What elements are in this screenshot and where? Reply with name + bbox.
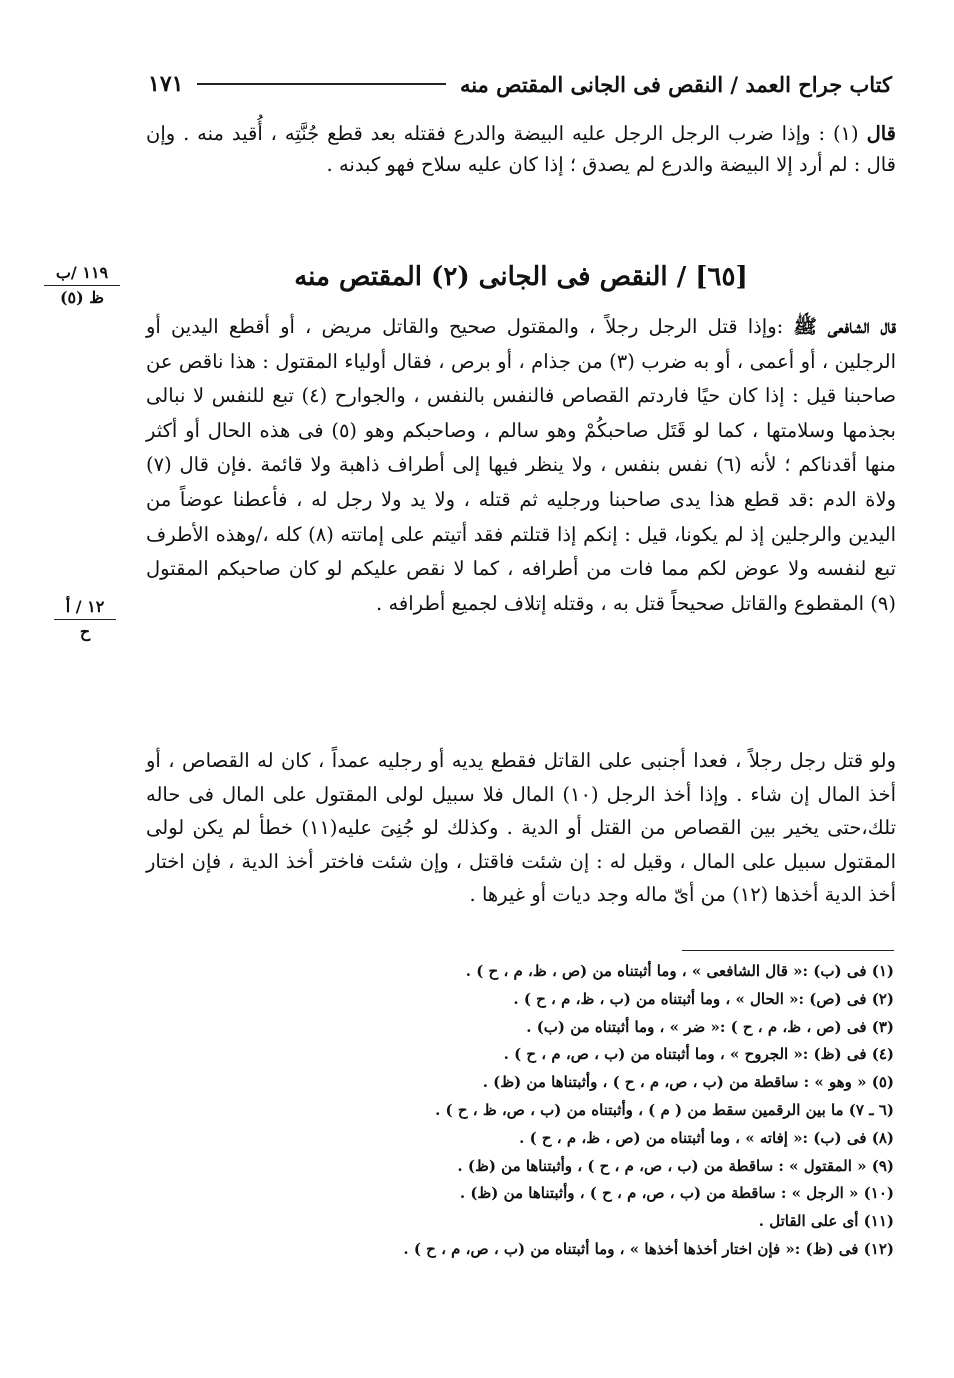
footnotes-list <box>300 958 894 1264</box>
intro-paragraph <box>146 118 896 180</box>
footnote: (٢) فى (ص) :« الحال » ، وما أثبتناه من (ب ، ظ، م ، ح ) . <box>513 989 894 1008</box>
footnote: (٦ ـ ٧) ما بين الرقمين سقط من ( م ) ، وأثبتناه من (ب ، ص، ظ ، ح ) . <box>435 1100 894 1119</box>
intro-text: (١) : وإذا ضرب الرجل الرجل عليه البيضة والدرع فقتله بعد قطع جُنَّتِه ، أُقيد منه . وإن قال : لم أرد إلا البيضة والدرع لم يصدق ؛ إذا كان عليه سلاح فهو كبدنه . <box>146 122 896 176</box>
main-lead: قال الشافعى ﷺ <box>793 315 896 338</box>
page-number: ١٧١ <box>148 71 184 97</box>
footnote: (٥) « وهو » : ساقطة من (ب ، ص، م ، ح ) ، وأثبتناها من (ظ) . <box>482 1073 894 1092</box>
footnote: (١١) أى على القاتل . <box>758 1212 894 1231</box>
main-text: :وإذا قتل الرجل رجلاً ، والمقتول صحيح والقاتل مريض ، أو أقطع اليدين أو الرجلين ، أو أعمى ، أو به ضرب (٣) من جذام ، أو برص ، فقال أولياء المقتول : هذا ناقص عن صاحبنا قيل : إذا كان حيًا فاردتم القصاص فالنفس بالنفس ، والجوارح (٤) تبع للنفس لا نبالى بجذمها وسلامتها ، كما لو قَتَل صاحبكُمْ وهو سالم ، وصاحبكم وهو (٥) فى هذه الحال أو أكثر منها أقدناكم ؛ لأنه (٦) نفس بنفس ، ولا ينظر فيها إلى أطراف ذاهبة ولا قائمة .فإن قال (٧) ولاة الدم :قد قطع هذا يدى صاحبنا ورجليه ثم قتله ، ولا يد ولا رجل له ، فأعطنا عوضاً من اليدين والرجلين إذ لم يكونا، قيل : إنكم إذا قتلتم فقد أتيتم على إماتته (٨) كله ،/وهذه الأطرف تبع لنفسه ولا عوض لكم مما فات من أطرافه ، كما لا نقص عليكم لو كان صاحبكم المقتول (٩) المقطوع والقاتل صحيحاً قتل به ، وقتله إتلاف لجميع أطرافه . <box>146 315 897 615</box>
running-header <box>148 64 892 104</box>
header-title: كتاب جراح العمد / النقص فى الجانى المقتص منه <box>459 71 892 97</box>
footnote: (١٢) فى (ظ) :« فإن اختار أخذها أخذها » ، وما أثبتناه من (ب ، ص، م ، ح ) . <box>403 1239 894 1258</box>
intro-lead: قال <box>866 122 896 145</box>
footnote: (٩) « المقتول » : ساقطة من (ب ، ص، م ، ح ) ، وأثبتناها من (ظ) . <box>457 1156 894 1175</box>
margin-note-rule <box>44 285 120 286</box>
margin-note-bottom: ح <box>79 622 91 641</box>
margin-note-top: ١١٩ /ب <box>55 263 109 282</box>
header-rule <box>197 83 445 85</box>
second-paragraph: ولو قتل رجل رجلاً ، فعدا أجنبى على القاتل فقطع يديه أو رجليه عمداً ، كان له القصاص ، أو أخذ المال إن شاء . وإذا أخذ الرجل (١٠) المال فلا سبيل لولى المقتول على المال فى حاله تلك،حتى يخير بين القصاص من القتل أو الدية . وكذلك لو جُنِىَ عليه(١١) خطأ لم يكن لولى المقتول سبيل على المال ، وقيل له : إن شئت فاقتل ، وإن شئت فاختر أخذ الدية ، فإن اختار أخذ الدية أخذها (١٢) من أىّ ماله وجد ديات أو غيرها . <box>146 749 896 906</box>
margin-note-manuscript-ref <box>44 262 120 309</box>
main-paragraph <box>146 310 896 621</box>
footnote-separator <box>682 950 894 951</box>
footnote: (٣) فى (ص ، ظ، م ، ح ) :« ضر » ، وما أثبتناه من (ب) . <box>526 1017 894 1036</box>
margin-note-rule <box>54 619 116 620</box>
margin-note-manuscript-ref-2 <box>54 596 116 643</box>
footnote: (٨) فى (ب) :« إفاته » ، وما أثبتناه من (ص ، ظ، م ، ح ) . <box>519 1128 894 1147</box>
margin-note-top: ١٢ / أ <box>65 597 105 616</box>
footnote: (٤) فى (ظ) :« الجروح » ، وما أثبتناه من (ب ، ص، م ، ح ) . <box>503 1045 894 1064</box>
footnote: (١) فى (ب) :« قال الشافعى » ، وما أثبتناه من (ص ، ظ، م ، ح ) . <box>465 962 894 980</box>
section-heading: [٦٥] / النقص فى الجانى (٢) المقتص منه <box>294 262 748 292</box>
footnote: (١٠) « الرجل » : ساقطة من (ب ، ص، م ، ح ) ، وأثبتناها من (ظ) . <box>459 1184 894 1203</box>
margin-note-bottom: ظ (٥) <box>59 288 105 307</box>
